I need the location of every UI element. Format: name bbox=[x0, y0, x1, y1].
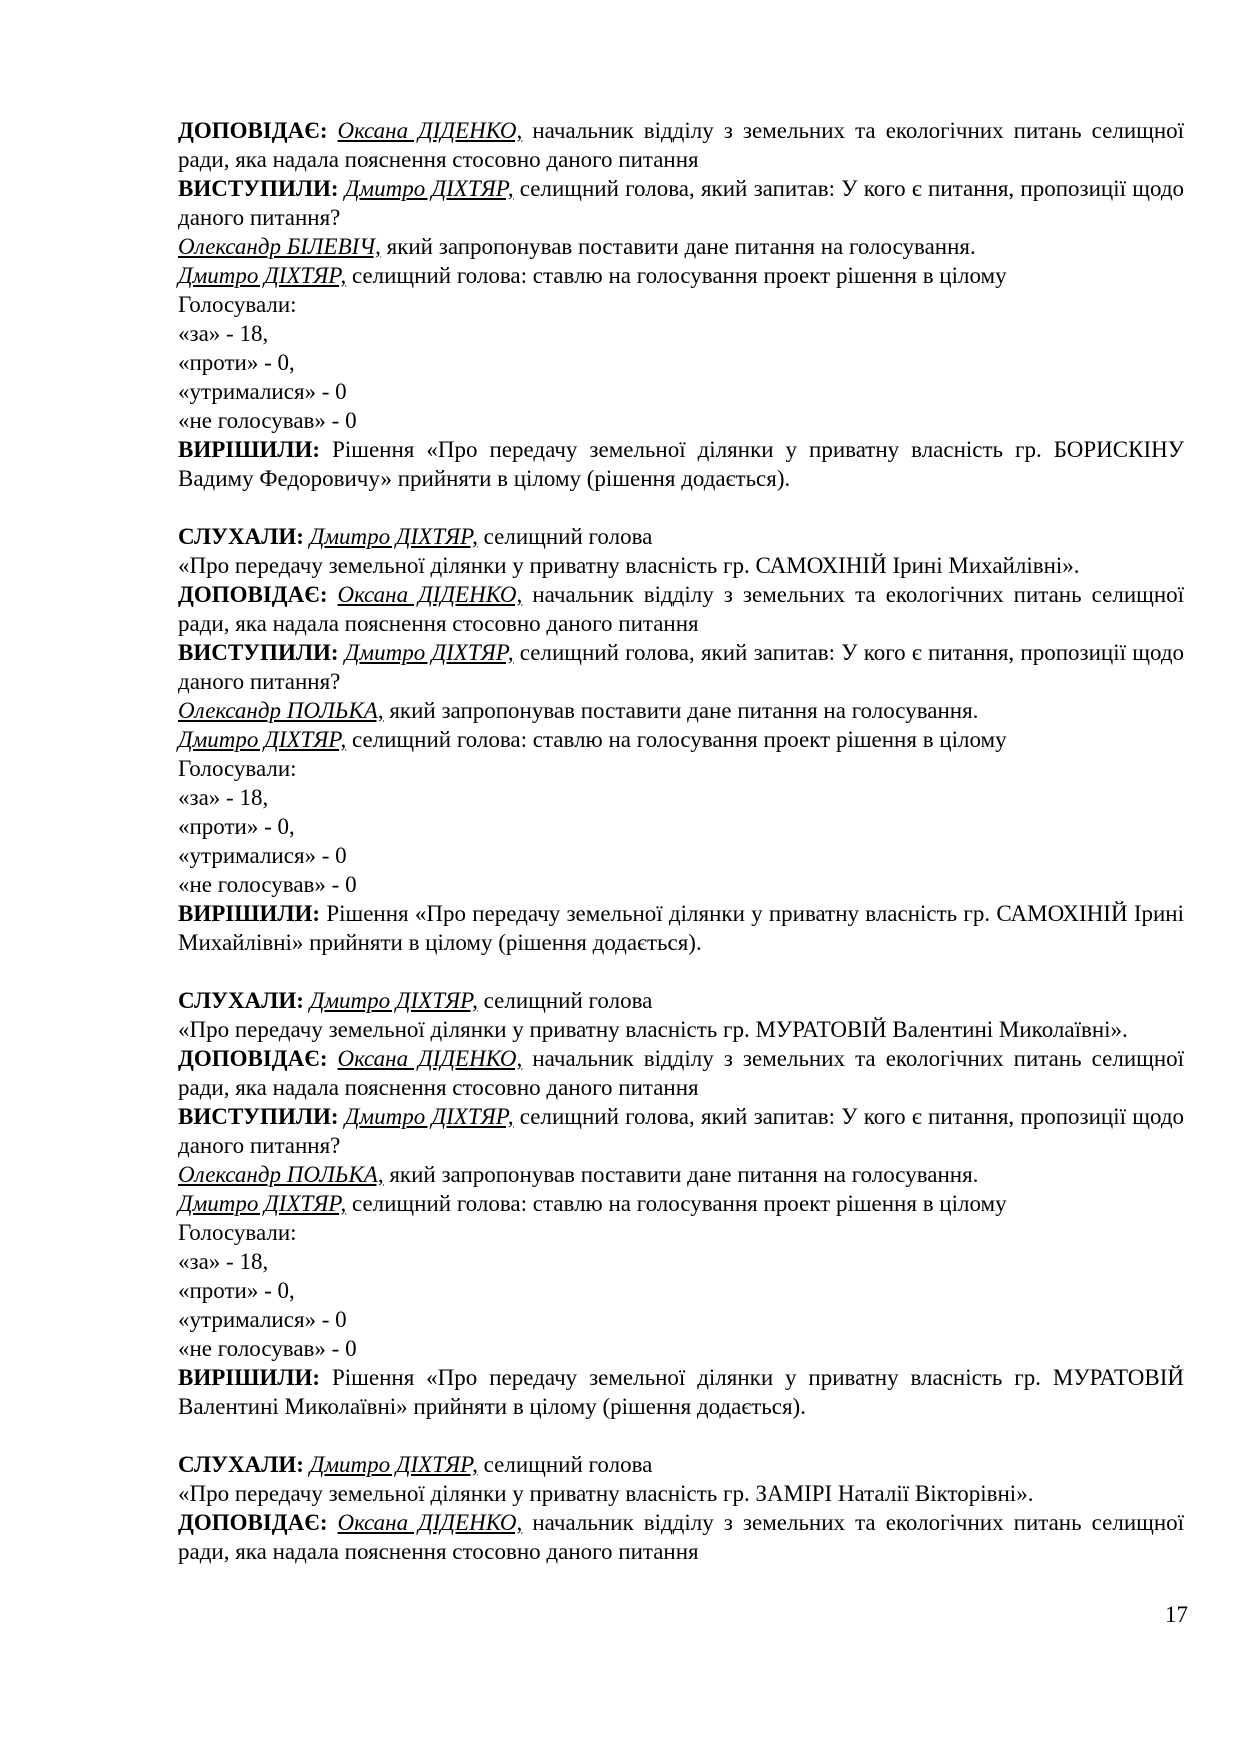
person-name: Дмитро ДІХТЯР, bbox=[309, 988, 478, 1013]
person-name: Олександр БІЛЕВІЧ, bbox=[178, 234, 381, 259]
paragraph-text: «проти» - 0, bbox=[178, 814, 295, 839]
person-name: Дмитро ДІХТЯР, bbox=[178, 263, 347, 288]
paragraph-text: «не голосував» - 0 bbox=[178, 408, 357, 433]
paragraph-gap bbox=[178, 493, 1184, 522]
paragraph bbox=[178, 638, 1184, 696]
paragraph-text: «утрималися» - 0 bbox=[178, 1307, 347, 1332]
person-name: Дмитро ДІХТЯР, bbox=[178, 727, 347, 752]
person-name: Оксана ДІДЕНКО, bbox=[337, 1510, 523, 1535]
section-label: ДОПОВІДАЄ: bbox=[178, 118, 328, 143]
paragraph-text: «не голосував» - 0 bbox=[178, 872, 357, 897]
paragraph-text: «проти» - 0, bbox=[178, 1278, 295, 1303]
paragraph bbox=[178, 1479, 1184, 1508]
paragraph-text: «проти» - 0, bbox=[178, 350, 295, 375]
person-name: Дмитро ДІХТЯР, bbox=[309, 1452, 478, 1477]
paragraph-text: який запропонував поставити дане питання на голосування. bbox=[389, 698, 979, 723]
section-label: ВИСТУПИЛИ: bbox=[178, 640, 339, 665]
paragraph-text: Рішення «Про передачу земельної ділянки у приватну власність гр. САМОХІНІЙ Ірині Михайлівні» прийняти в цілому (рішення додається). bbox=[178, 901, 1184, 955]
section-label: ВИРІШИЛИ: bbox=[178, 901, 321, 926]
paragraph bbox=[178, 870, 1184, 899]
person-name: Дмитро ДІХТЯР, bbox=[344, 640, 514, 665]
paragraph bbox=[178, 783, 1184, 812]
paragraph bbox=[178, 899, 1184, 957]
paragraph bbox=[178, 522, 1184, 551]
paragraph-text: Рішення «Про передачу земельної ділянки у приватну власність гр. БОРИСКІНУ Вадиму Федоровичу» прийняти в цілому (рішення додається). bbox=[178, 437, 1184, 491]
paragraph-text: Голосували: bbox=[178, 292, 297, 317]
paragraph-text: «за» - 18, bbox=[178, 785, 269, 810]
paragraph-text: «за» - 18, bbox=[178, 321, 269, 346]
paragraph bbox=[178, 348, 1184, 377]
paragraph bbox=[178, 1363, 1184, 1421]
page-number: 17 bbox=[1165, 1602, 1188, 1627]
paragraph bbox=[178, 1276, 1184, 1305]
paragraph-text: селищний голова, який запитав: У кого є питання, пропозиції щодо даного питання? bbox=[178, 176, 1185, 230]
person-name: Дмитро ДІХТЯР, bbox=[344, 1104, 514, 1129]
paragraph bbox=[178, 1102, 1184, 1160]
paragraph bbox=[178, 290, 1184, 319]
paragraph bbox=[178, 551, 1184, 580]
paragraph-text: селищний голова bbox=[483, 988, 653, 1013]
paragraph bbox=[178, 812, 1184, 841]
paragraph-text: «за» - 18, bbox=[178, 1249, 269, 1274]
paragraph-text: Голосували: bbox=[178, 756, 297, 781]
section-label: ВИРІШИЛИ: bbox=[178, 437, 321, 462]
paragraph-text: «утрималися» - 0 bbox=[178, 379, 347, 404]
section-label: ДОПОВІДАЄ: bbox=[178, 582, 328, 607]
paragraph bbox=[178, 319, 1184, 348]
paragraph-text: начальник відділу з земельних та екологічних питань селищної ради, яка надала пояснення стосовно даного питання bbox=[178, 582, 1185, 636]
paragraph-text: який запропонував поставити дане питання на голосування. bbox=[389, 1162, 979, 1187]
section-label: ВИСТУПИЛИ: bbox=[178, 176, 339, 201]
paragraph bbox=[178, 1334, 1184, 1363]
paragraph bbox=[178, 1015, 1184, 1044]
paragraph bbox=[178, 1160, 1184, 1189]
paragraph-text: який запропонував поставити дане питання на голосування. bbox=[386, 234, 976, 259]
paragraph bbox=[178, 377, 1184, 406]
paragraph bbox=[178, 841, 1184, 870]
section-label: СЛУХАЛИ: bbox=[178, 524, 304, 549]
paragraph-text: Голосували: bbox=[178, 1220, 297, 1245]
document-body bbox=[178, 116, 1184, 1566]
paragraph bbox=[178, 406, 1184, 435]
paragraph-text: «Про передачу земельної ділянки у приватну власність гр. ЗАМІРІ Наталії Вікторівні». bbox=[178, 1481, 1034, 1506]
paragraph-text: селищний голова bbox=[483, 524, 653, 549]
paragraph bbox=[178, 1247, 1184, 1276]
section-label: СЛУХАЛИ: bbox=[178, 988, 304, 1013]
paragraph-text: селищний голова: ставлю на голосування проект рішення в цілому bbox=[351, 263, 1007, 288]
paragraph-text: «утрималися» - 0 bbox=[178, 843, 347, 868]
section-label: ВИСТУПИЛИ: bbox=[178, 1104, 339, 1129]
paragraph bbox=[178, 1508, 1184, 1566]
paragraph-text: селищний голова bbox=[483, 1452, 653, 1477]
paragraph-gap bbox=[178, 1421, 1184, 1450]
person-name: Олександр ПОЛЬКА, bbox=[178, 1162, 384, 1187]
paragraph bbox=[178, 1189, 1184, 1218]
person-name: Оксана ДІДЕНКО, bbox=[337, 118, 523, 143]
paragraph-gap bbox=[178, 957, 1184, 986]
person-name: Оксана ДІДЕНКО, bbox=[337, 1046, 523, 1071]
person-name: Дмитро ДІХТЯР, bbox=[309, 524, 478, 549]
paragraph-text: начальник відділу з земельних та екологічних питань селищної ради, яка надала пояснення стосовно даного питання bbox=[178, 118, 1185, 172]
paragraph-text: Рішення «Про передачу земельної ділянки у приватну власність гр. МУРАТОВІЙ Валентині Миколаївні» прийняти в цілому (рішення додається). bbox=[178, 1365, 1185, 1419]
paragraph-text: «Про передачу земельної ділянки у приватну власність гр. САМОХІНІЙ Ірині Михайлівні». bbox=[178, 553, 1080, 578]
paragraph bbox=[178, 1305, 1184, 1334]
person-name: Олександр ПОЛЬКА, bbox=[178, 698, 384, 723]
paragraph-text: начальник відділу з земельних та екологічних питань селищної ради, яка надала пояснення стосовно даного питання bbox=[178, 1510, 1185, 1564]
paragraph bbox=[178, 1044, 1184, 1102]
paragraph bbox=[178, 435, 1184, 493]
paragraph bbox=[178, 754, 1184, 783]
person-name: Оксана ДІДЕНКО, bbox=[337, 582, 523, 607]
paragraph bbox=[178, 261, 1184, 290]
paragraph-text: селищний голова, який запитав: У кого є питання, пропозиції щодо даного питання? bbox=[178, 1104, 1185, 1158]
section-label: СЛУХАЛИ: bbox=[178, 1452, 304, 1477]
section-label: ДОПОВІДАЄ: bbox=[178, 1046, 328, 1071]
paragraph-text: «Про передачу земельної ділянки у приватну власність гр. МУРАТОВІЙ Валентині Миколаївні». bbox=[178, 1017, 1128, 1042]
section-label: ДОПОВІДАЄ: bbox=[178, 1510, 328, 1535]
paragraph-text: селищний голова: ставлю на голосування проект рішення в цілому bbox=[351, 727, 1007, 752]
paragraph-text: начальник відділу з земельних та екологічних питань селищної ради, яка надала пояснення стосовно даного питання bbox=[178, 1046, 1185, 1100]
paragraph bbox=[178, 1450, 1184, 1479]
paragraph-text: селищний голова, який запитав: У кого є питання, пропозиції щодо даного питання? bbox=[178, 640, 1185, 694]
paragraph bbox=[178, 725, 1184, 754]
paragraph bbox=[178, 580, 1184, 638]
paragraph bbox=[178, 1218, 1184, 1247]
paragraph-text: «не голосував» - 0 bbox=[178, 1336, 357, 1361]
paragraph bbox=[178, 116, 1184, 174]
section-label: ВИРІШИЛИ: bbox=[178, 1365, 321, 1390]
paragraph bbox=[178, 232, 1184, 261]
paragraph-text: селищний голова: ставлю на голосування проект рішення в цілому bbox=[351, 1191, 1007, 1216]
paragraph bbox=[178, 174, 1184, 232]
person-name: Дмитро ДІХТЯР, bbox=[178, 1191, 347, 1216]
person-name: Дмитро ДІХТЯР, bbox=[344, 176, 514, 201]
paragraph bbox=[178, 696, 1184, 725]
paragraph bbox=[178, 986, 1184, 1015]
